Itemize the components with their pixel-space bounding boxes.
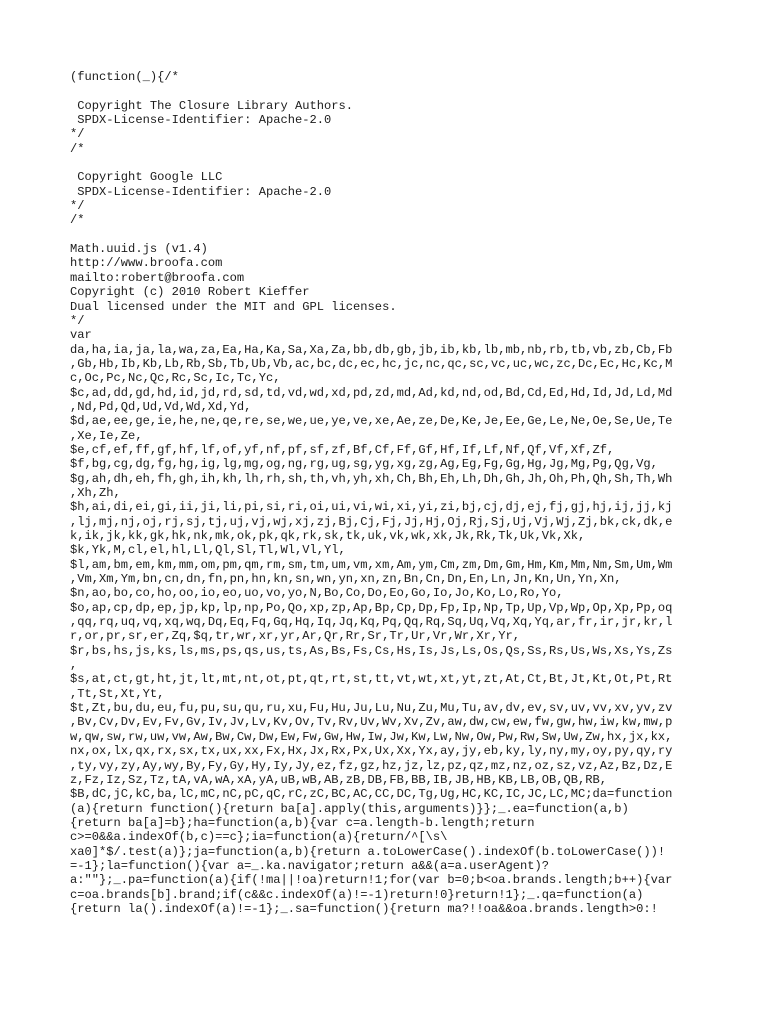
code-line: da,ha,ia,ja,la,wa,za,Ea,Ha,Ka,Sa,Xa,Za,bb,db,gb,jb,ib,kb,lb,mb,nb,rb,tb,vb,zb,Cb,Fb [70, 342, 673, 357]
code-line: Dual licensed under the MIT and GPL licenses. [70, 299, 397, 314]
code-line: $s,at,ct,gt,ht,jt,lt,mt,nt,ot,pt,qt,rt,st,tt,vt,wt,xt,yt,zt,At,Ct,Bt,Jt,Kt,Ot,Pt,Rt [70, 672, 673, 687]
code-line: {return ba[a]=b};ha=function(a,b){var c=a.length-b.length;return [70, 815, 535, 830]
code-line: ,Bv,Cv,Dv,Ev,Fv,Gv,Iv,Jv,Lv,Kv,Ov,Tv,Rv,Uv,Wv,Xv,Zv,aw,dw,cw,ew,fw,gw,hw,iw,kw,mw,p [70, 715, 673, 730]
code-line: var [70, 328, 92, 343]
code-line: Copyright Google LLC [70, 170, 223, 185]
code-line: $c,ad,dd,gd,hd,id,jd,rd,sd,td,vd,wd,xd,pd,zd,md,Ad,kd,nd,od,Bd,Cd,Ed,Hd,Id,Jd,Ld,Md [70, 385, 673, 400]
code-line: Math.uuid.js (v1.4) [70, 242, 208, 257]
code-line: a:""};_.pa=function(a){if(!ma||!oa)return!1;for(var b=0;b<oa.brands.length;b++){var [70, 873, 673, 888]
code-line: ,Vm,Xm,Ym,bn,cn,dn,fn,pn,hn,kn,sn,wn,yn,xn,zn,Bn,Cn,Dn,En,Ln,Jn,Kn,Un,Yn,Xn, [70, 572, 622, 587]
code-line [70, 156, 698, 170]
code-line: mailto:robert@broofa.com [70, 270, 245, 285]
code-line: ,Xh,Zh, [70, 485, 121, 500]
code-line: $r,bs,hs,js,ks,ls,ms,ps,qs,us,ts,As,Bs,Fs,Cs,Hs,Is,Js,Ls,Os,Qs,Ss,Rs,Us,Ws,Xs,Ys,Zs [70, 643, 673, 658]
code-line: $f,bg,cg,dg,fg,hg,ig,lg,mg,og,ng,rg,ug,sg,yg,xg,zg,Ag,Eg,Fg,Gg,Hg,Jg,Mg,Pg,Qg,Vg, [70, 457, 658, 472]
code-line: =-1};la=function(){var a=_.ka.navigator;return a&&(a=a.userAgent)? [70, 858, 549, 873]
code-line: c>=0&&a.indexOf(b,c)==c};ia=function(a){return/^[\s\ [70, 830, 448, 845]
code-line: ,Tt,St,Xt,Yt, [70, 686, 165, 701]
code-line: $k,Yk,M,cl,el,hl,Ll,Ql,Sl,Tl,Wl,Vl,Yl, [70, 543, 346, 558]
code-line: ,Gb,Hb,Ib,Kb,Lb,Rb,Sb,Tb,Ub,Vb,ac,bc,dc,ec,hc,jc,nc,qc,sc,vc,uc,wc,zc,Dc,Ec,Hc,Kc,M [70, 356, 673, 371]
code-line: */ [70, 313, 85, 328]
code-line: Copyright The Closure Library Authors. [70, 98, 354, 113]
code-line: */ [70, 127, 85, 142]
code-line: c,Oc,Pc,Nc,Qc,Rc,Sc,Ic,Tc,Yc, [70, 371, 281, 386]
code-line: w,qw,sw,rw,uw,vw,Aw,Bw,Cw,Dw,Ew,Fw,Gw,Hw,Iw,Jw,Kw,Lw,Nw,Ow,Pw,Rw,Sw,Uw,Zw,hx,jx,kx, [70, 729, 673, 744]
code-line: $h,ai,di,ei,gi,ii,ji,li,pi,si,ri,oi,ui,vi,wi,xi,yi,zi,bj,cj,dj,ej,fj,gj,hj,ij,jj,kj [70, 500, 673, 515]
code-line: $l,am,bm,em,km,mm,om,pm,qm,rm,sm,tm,um,vm,xm,Am,ym,Cm,zm,Dm,Gm,Hm,Km,Mm,Nm,Sm,Um,Wm [70, 557, 673, 572]
code-line: (a){return function(){return ba[a].apply(this,arguments)}};_.ea=function(a,b) [70, 801, 629, 816]
code-line: http://www.broofa.com [70, 256, 223, 271]
code-line: ,ty,vy,zy,Ay,wy,By,Fy,Gy,Hy,Iy,Jy,ez,fz,gz,hz,jz,lz,pz,qz,mz,nz,oz,sz,vz,Az,Bz,Dz,E [70, 758, 673, 773]
code-line: $e,cf,ef,ff,gf,hf,lf,of,yf,nf,pf,sf,zf,Bf,Cf,Ff,Gf,Hf,If,Lf,Nf,Qf,Vf,Xf,Zf, [70, 442, 615, 457]
code-line: $o,ap,cp,dp,ep,jp,kp,lp,np,Po,Qo,xp,zp,Ap,Bp,Cp,Dp,Fp,Ip,Np,Tp,Up,Vp,Wp,Op,Xp,Pp,oq [70, 600, 673, 615]
code-line [70, 84, 698, 98]
code-line: ,Nd,Pd,Qd,Ud,Vd,Wd,Xd,Yd, [70, 399, 252, 414]
code-line: (function(_){/* [70, 70, 179, 84]
code-line: z,Fz,Iz,Sz,Tz,tA,vA,wA,xA,yA,uB,wB,AB,zB,DB,FB,BB,IB,JB,HB,KB,LB,OB,QB,RB, [70, 772, 608, 787]
code-line: ,lj,mj,nj,oj,rj,sj,tj,uj,vj,wj,xj,zj,Bj,Cj,Fj,Jj,Hj,Oj,Rj,Sj,Uj,Vj,Wj,Zj,bk,ck,dk,e [70, 514, 673, 529]
code-line: $d,ae,ee,ge,ie,he,ne,qe,re,se,we,ue,ye,ve,xe,Ae,ze,De,Ke,Je,Ee,Ge,Le,Ne,Oe,Se,Ue,Te [70, 414, 673, 429]
code-line: /* [70, 141, 85, 156]
code-line: xa0]*$/.test(a)};ja=function(a,b){return a.toLowerCase().indexOf(b.toLowerCase())! [70, 844, 666, 859]
code-line: SPDX-License-Identifier: Apache-2.0 [70, 184, 332, 199]
code-line: /* [70, 213, 85, 228]
source-code-text [70, 70, 698, 916]
code-line: nx,ox,lx,qx,rx,sx,tx,ux,xx,Fx,Hx,Jx,Rx,Px,Ux,Xx,Yx,ay,jy,eb,ky,ly,ny,my,oy,py,qy,ry [70, 744, 673, 759]
code-line: SPDX-License-Identifier: Apache-2.0 [70, 113, 332, 128]
code-line [70, 228, 698, 242]
code-line: {return la().indexOf(a)!=-1};_.sa=function(){return ma?!!oa&&oa.brands.length>0:! [70, 901, 658, 916]
code-line: $g,ah,dh,eh,fh,gh,ih,kh,lh,rh,sh,th,vh,yh,xh,Ch,Bh,Eh,Lh,Dh,Gh,Jh,Oh,Ph,Qh,Sh,Th,Wh [70, 471, 673, 486]
code-line: ,qq,rq,uq,vq,xq,wq,Dq,Eq,Fq,Gq,Hq,Iq,Jq,Kq,Pq,Qq,Rq,Sq,Uq,Vq,Xq,Yq,ar,fr,ir,jr,kr,l [70, 615, 673, 630]
code-line: r,or,pr,sr,er,Zq,$q,tr,wr,xr,yr,Ar,Qr,Rr,Sr,Tr,Ur,Vr,Wr,Xr,Yr, [70, 629, 520, 644]
code-line: $B,dC,jC,kC,ba,lC,mC,nC,pC,qC,rC,zC,BC,AC,CC,DC,Tg,Ug,HC,KC,IC,JC,LC,MC;da=function [70, 787, 673, 802]
code-line: ,Xe,Ie,Ze, [70, 428, 143, 443]
code-line: k,ik,jk,kk,gk,hk,nk,mk,ok,pk,qk,rk,sk,tk,uk,vk,wk,xk,Jk,Rk,Tk,Uk,Vk,Xk, [70, 529, 586, 543]
code-line: c=oa.brands[b].brand;if(c&&c.indexOf(a)!=-1)return!0}return!1};_.qa=function(a) [70, 887, 644, 902]
code-line: */ [70, 199, 85, 214]
code-line: $t,Zt,bu,du,eu,fu,pu,su,qu,ru,xu,Fu,Hu,Ju,Lu,Nu,Zu,Mu,Tu,av,dv,ev,sv,uv,vv,xv,yv,zv [70, 701, 673, 716]
code-line: , [70, 658, 78, 673]
code-line: $n,ao,bo,co,ho,oo,io,eo,uo,vo,yo,N,Bo,Co,Do,Eo,Go,Io,Jo,Ko,Lo,Ro,Yo, [70, 586, 564, 601]
code-line: Copyright (c) 2010 Robert Kieffer [70, 285, 310, 300]
